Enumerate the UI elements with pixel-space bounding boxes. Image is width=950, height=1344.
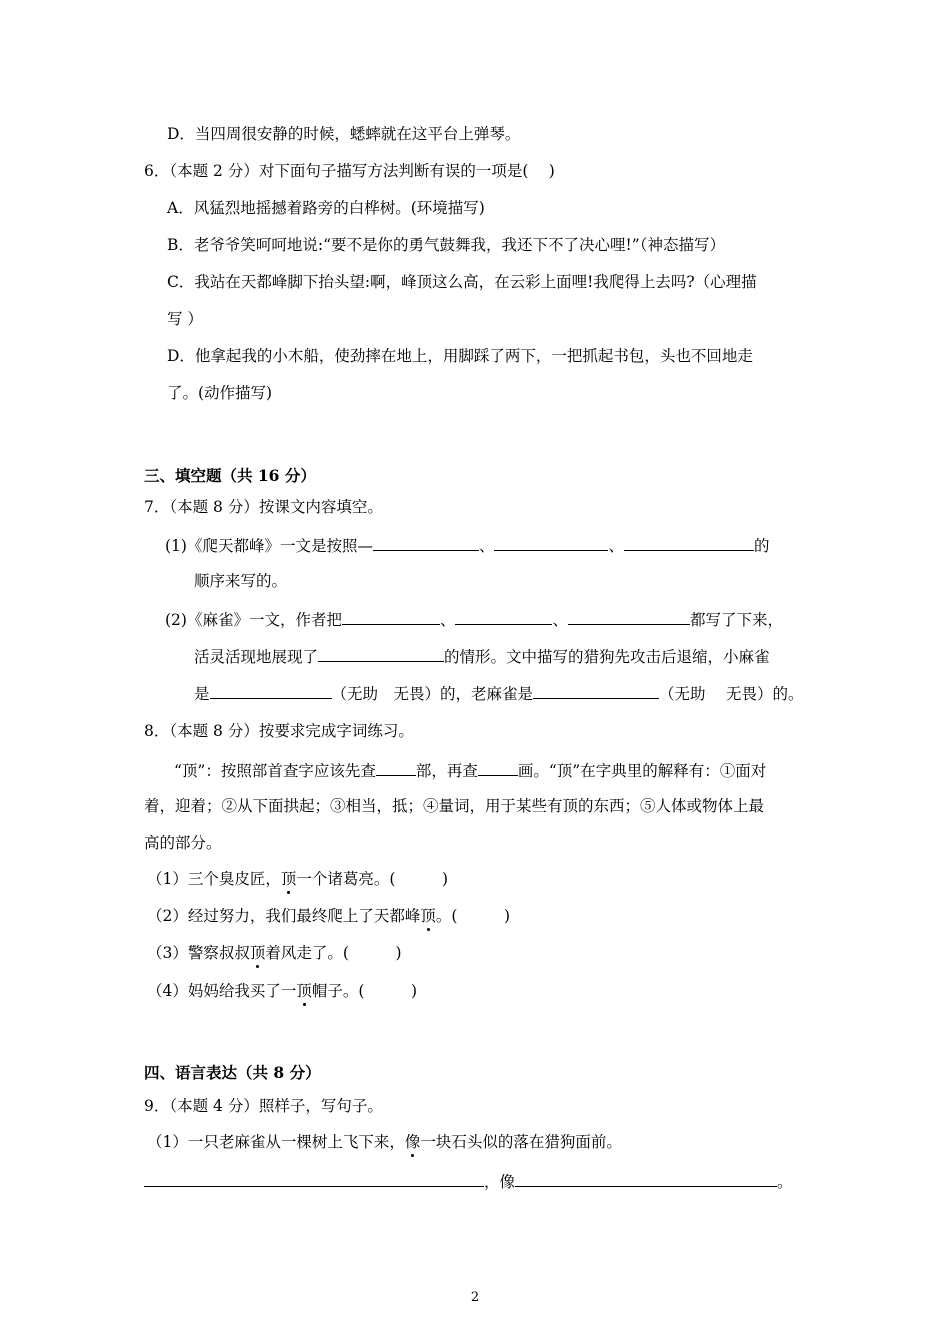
q8-sentence-text: （3）警察叔叔 (147, 944, 250, 962)
q6-stem: 6．（本题 2 分）对下面句子描写方法判断有误的一项是( ) (144, 162, 555, 180)
q8-intro-line3: 高的部分。 (144, 834, 222, 852)
q5-option-d: D．当四周很安静的时候，蟋蟀就在这平台上弹琴。 (167, 125, 521, 143)
q8-sentence-1 (147, 869, 448, 889)
q7-part2-text: (2)《麻雀》一文，作者把 (165, 611, 342, 629)
separator: 、 (552, 611, 568, 629)
q8-sentence-text: 。( ) (435, 907, 510, 925)
answer-blank[interactable] (144, 1170, 484, 1187)
answer-blank[interactable] (533, 682, 659, 699)
q7-part2-text: 的情形。文中描写的猎狗先攻击后退缩，小麻雀 (444, 648, 770, 666)
q8-sentence-text: 一个诸葛亮。( ) (296, 870, 448, 888)
answer-blank[interactable] (342, 608, 440, 625)
q8-text: 画。“顶”在字典里的解释有：①面对 (517, 762, 767, 780)
q7-part1-end: 的 (754, 537, 770, 555)
emphasis-char: 顶 (280, 870, 297, 888)
q9-answer-text: ，像 (484, 1173, 516, 1191)
emphasis-char: 顶 (249, 944, 266, 962)
section-3-heading: 三、填空题（共 16 分） (144, 466, 316, 485)
emphasis-char: 顶 (296, 982, 312, 1000)
q8-sentence-text: （1）三个臭皮匠， (147, 870, 281, 888)
q6-option-b: B．老爷爷笑呵呵地说:“要不是你的勇气鼓舞我，我还下不了决心哩!”（神态描写） (167, 236, 725, 254)
q9-example-text: 一块石头似的落在猎狗面前。 (420, 1133, 622, 1151)
answer-blank[interactable] (624, 534, 754, 551)
section-4-heading: 四、语言表达（共 8 分） (144, 1063, 321, 1082)
q9-example-text: （1）一只老麻雀从一棵树上飞下来， (147, 1133, 405, 1151)
q6-option-d-line1: D．他拿起我的小木船，使劲摔在地上，用脚踩了两下，一把抓起书包，头也不回地走 (167, 347, 753, 365)
q8-intro-line1 (174, 759, 766, 781)
q7-stem: 7．（本题 8 分）按课文内容填空。 (144, 498, 383, 516)
q9-stem: 9．（本题 4 分）照样子，写句子。 (144, 1097, 383, 1115)
q7-part2-text: （无助 无畏）的。 (659, 685, 804, 703)
q8-sentence-text: 着风走了。( ) (265, 944, 402, 962)
q6-option-c-line1: C．我站在天都峰脚下抬头望:啊，峰顶这么高，在云彩上面哩!我爬得上去吗?（心理描 (167, 273, 757, 291)
q8-intro-line2: 着，迎着；②从下面拱起；③相当，抵；④量词，用于某些有顶的东西；⑤人体或物体上最 (144, 797, 765, 815)
q7-part2-line3 (194, 682, 803, 704)
answer-blank[interactable] (515, 1170, 777, 1187)
q8-sentence-3 (147, 943, 402, 963)
answer-blank[interactable] (376, 759, 416, 776)
q7-part2-line2 (194, 645, 770, 667)
q7-part2-text: 活灵活现地展现了 (194, 648, 319, 666)
q8-sentence-text: （4）妈妈给我买了一 (147, 982, 297, 1000)
q8-text: “顶”：按照部首查字应该先查 (174, 762, 376, 780)
answer-blank[interactable] (478, 759, 518, 776)
answer-blank[interactable] (318, 645, 444, 662)
q8-stem: 8．（本题 8 分）按要求完成字词练习。 (144, 722, 414, 740)
q7-part2-text: 是 (194, 685, 210, 703)
separator: 、 (478, 537, 495, 555)
q8-sentence-text: （2）经过努力，我们最终爬上了天都峰 (147, 907, 421, 925)
emphasis-char: 像 (404, 1133, 421, 1151)
q8-sentence-2 (147, 906, 510, 926)
answer-blank[interactable] (373, 534, 479, 551)
answer-blank[interactable] (568, 608, 690, 625)
q7-part2-line1 (165, 608, 783, 630)
q7-part1-text: (1)《爬天都峰》一文是按照— (165, 537, 373, 555)
q6-option-d-line2: 了。(动作描写) (167, 384, 273, 402)
q9-answer-line (144, 1170, 793, 1192)
q9-answer-text: 。 (777, 1173, 793, 1191)
page-number: 2 (470, 1290, 480, 1305)
separator: 、 (608, 537, 624, 555)
q8-text: 部，再查 (415, 762, 478, 780)
emphasis-char: 顶 (420, 907, 436, 925)
q6-option-c-line2: 写 ） (167, 310, 203, 328)
separator: 、 (439, 611, 456, 629)
q7-part2-end: 都写了下来， (690, 611, 784, 629)
answer-blank[interactable] (455, 608, 552, 625)
q7-part1-line1 (165, 534, 770, 556)
answer-blank[interactable] (494, 534, 608, 551)
q7-part2-text: （无助 无畏）的，老麻雀是 (331, 685, 534, 703)
q6-option-a: A．风猛烈地摇撼着路旁的白桦树。(环境描写) (167, 199, 485, 217)
q8-sentence-text: 帽子。( ) (311, 982, 417, 1000)
answer-blank[interactable] (210, 682, 332, 699)
q8-sentence-4 (147, 981, 417, 1001)
q9-example (147, 1132, 622, 1152)
q7-part1-line2: 顺序来写的。 (194, 572, 288, 590)
